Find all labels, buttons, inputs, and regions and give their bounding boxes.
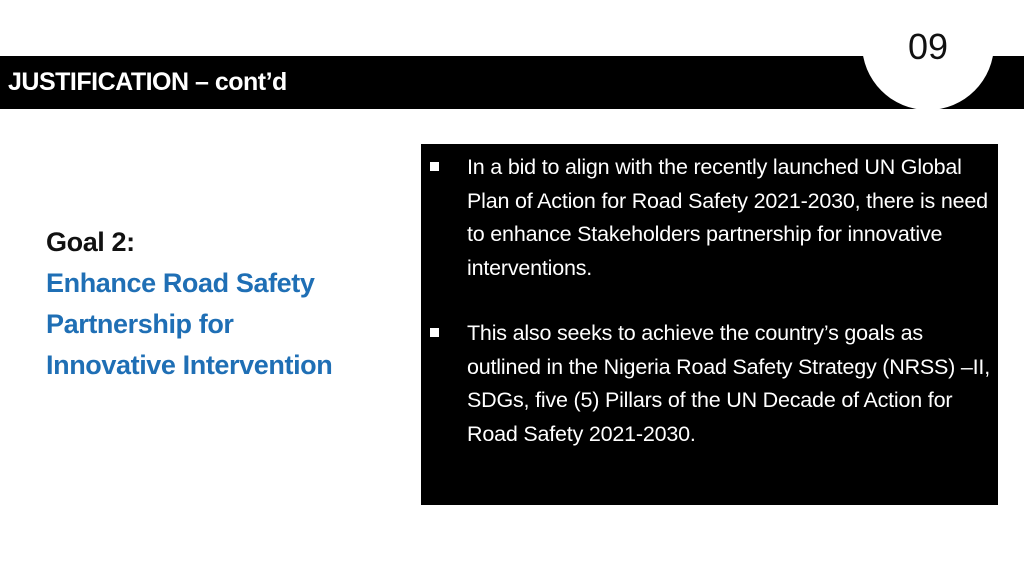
goal-label: Goal 2: — [46, 227, 135, 257]
bullet-item — [430, 151, 992, 285]
bullet-text: In a bid to align with the recently launched UN Global Plan of Action for Road Safety 2021-2030, there is need to enhance Stakeholders partnership for innovative interventions. — [467, 155, 988, 280]
goal-title-line-3: Innovative Intervention — [46, 350, 333, 380]
bullet-text: This also seeks to achieve the country’s goals as outlined in the Nigeria Road Safety Strategy (NRSS) –II, SDGs, five (5) Pillars of the UN Decade of Action for Road Safety 2021-2030. — [467, 321, 990, 446]
goal-title-line-2: Partnership for — [46, 309, 234, 339]
bullet-item — [430, 317, 992, 451]
square-bullet-icon — [430, 328, 439, 337]
page-number: 09 — [907, 26, 949, 67]
goal-title-line-1: Enhance Road Safety — [46, 268, 315, 298]
goal-block — [46, 222, 406, 386]
square-bullet-icon — [430, 162, 439, 171]
slide-title: JUSTIFICATION – cont’d — [8, 68, 287, 96]
